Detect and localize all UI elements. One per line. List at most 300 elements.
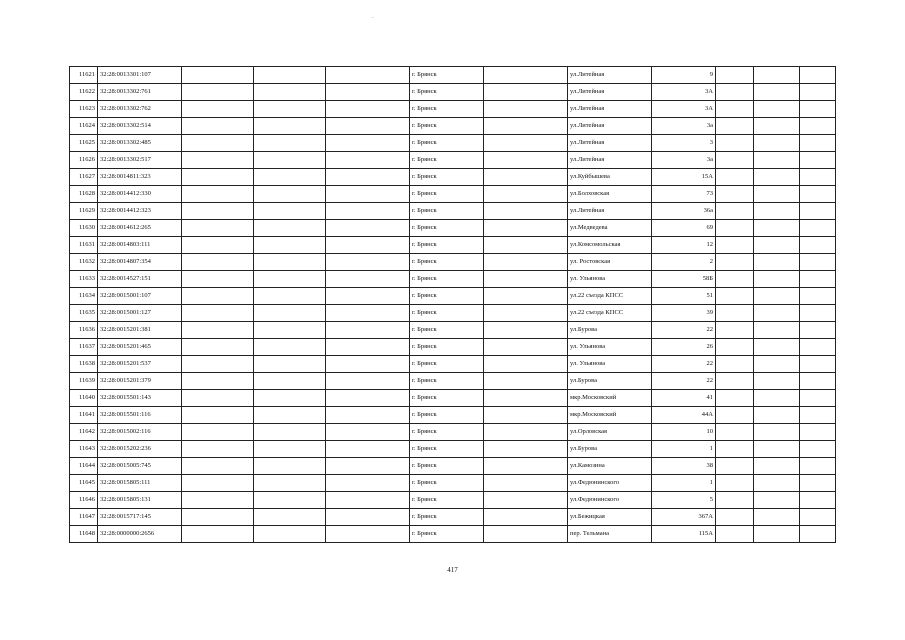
table-row: [70, 492, 836, 509]
empty-cell: [754, 203, 800, 220]
house-number: 22: [652, 322, 716, 339]
street-cell: ул.Литейная: [568, 203, 652, 220]
registry-table: [69, 66, 836, 543]
street-cell: ул.Камозина: [568, 458, 652, 475]
empty-cell: [182, 67, 254, 84]
row-number: 11625: [70, 135, 98, 152]
empty-cell: [326, 356, 410, 373]
empty-cell: [484, 458, 568, 475]
empty-cell: [484, 390, 568, 407]
row-number: 11629: [70, 203, 98, 220]
empty-cell: [326, 67, 410, 84]
empty-cell: [754, 475, 800, 492]
empty-cell: [484, 186, 568, 203]
house-number: 3: [652, 135, 716, 152]
street-cell: ул.Бурова: [568, 441, 652, 458]
empty-cell: [254, 203, 326, 220]
table-row: [70, 305, 836, 322]
empty-cell: [254, 373, 326, 390]
cadastral-number: 32:28:0015805:111: [98, 475, 182, 492]
empty-cell: [484, 492, 568, 509]
empty-cell: [254, 186, 326, 203]
house-number: 58Б: [652, 271, 716, 288]
cadastral-number: 32:28:0015201:537: [98, 356, 182, 373]
street-cell: мкр.Московский: [568, 390, 652, 407]
empty-cell: [326, 84, 410, 101]
empty-cell: [754, 84, 800, 101]
table-row: [70, 339, 836, 356]
empty-cell: [254, 152, 326, 169]
empty-cell: [182, 288, 254, 305]
empty-cell: [326, 390, 410, 407]
empty-cell: [484, 118, 568, 135]
street-cell: ул.22 съезда КПСС: [568, 305, 652, 322]
empty-cell: [484, 305, 568, 322]
table-row: [70, 203, 836, 220]
cadastral-number: 32:28:0014412:330: [98, 186, 182, 203]
cadastral-number: 32:28:0013302:761: [98, 84, 182, 101]
city-cell: г. Брянск: [410, 220, 484, 237]
empty-cell: [800, 305, 836, 322]
cadastral-number: 32:28:0000000:2656: [98, 526, 182, 543]
empty-cell: [800, 441, 836, 458]
empty-cell: [754, 356, 800, 373]
empty-cell: [800, 424, 836, 441]
house-number: 115А: [652, 526, 716, 543]
city-cell: г. Брянск: [410, 305, 484, 322]
street-cell: ул. Ульянова: [568, 356, 652, 373]
empty-cell: [716, 237, 754, 254]
street-cell: ул.Литейная: [568, 101, 652, 118]
cadastral-number: 32:28:0013302:514: [98, 118, 182, 135]
empty-cell: [326, 458, 410, 475]
street-cell: ул.Бурова: [568, 322, 652, 339]
city-cell: г. Брянск: [410, 509, 484, 526]
empty-cell: [326, 186, 410, 203]
city-cell: г. Брянск: [410, 237, 484, 254]
empty-cell: [326, 424, 410, 441]
empty-cell: [484, 509, 568, 526]
city-cell: г. Брянск: [410, 526, 484, 543]
row-number: 11633: [70, 271, 98, 288]
empty-cell: [326, 220, 410, 237]
row-number: 11644: [70, 458, 98, 475]
cadastral-number: 32:28:0015001:127: [98, 305, 182, 322]
empty-cell: [182, 526, 254, 543]
empty-cell: [484, 220, 568, 237]
empty-cell: [254, 407, 326, 424]
house-number: 1: [652, 475, 716, 492]
empty-cell: [326, 322, 410, 339]
empty-cell: [716, 101, 754, 118]
street-cell: ул.Куйбышева: [568, 169, 652, 186]
empty-cell: [182, 356, 254, 373]
street-cell: ул.Федюнинского: [568, 475, 652, 492]
row-number: 11637: [70, 339, 98, 356]
empty-cell: [326, 526, 410, 543]
cadastral-number: 32:28:0015201:381: [98, 322, 182, 339]
empty-cell: [182, 101, 254, 118]
street-cell: ул.Бежицкая: [568, 509, 652, 526]
table-row: [70, 356, 836, 373]
house-number: 36а: [652, 203, 716, 220]
empty-cell: [716, 424, 754, 441]
empty-cell: [326, 475, 410, 492]
row-number: 11630: [70, 220, 98, 237]
house-number: 22: [652, 373, 716, 390]
empty-cell: [326, 339, 410, 356]
empty-cell: [182, 322, 254, 339]
empty-cell: [716, 526, 754, 543]
empty-cell: [484, 152, 568, 169]
empty-cell: [254, 441, 326, 458]
empty-cell: [254, 118, 326, 135]
empty-cell: [254, 237, 326, 254]
empty-cell: [484, 135, 568, 152]
empty-cell: [754, 305, 800, 322]
house-number: 3А: [652, 84, 716, 101]
house-number: 3а: [652, 152, 716, 169]
house-number: 9: [652, 67, 716, 84]
row-number: 11636: [70, 322, 98, 339]
empty-cell: [754, 288, 800, 305]
empty-cell: [326, 288, 410, 305]
empty-cell: [484, 288, 568, 305]
cadastral-number: 32:28:0015202:236: [98, 441, 182, 458]
empty-cell: [754, 390, 800, 407]
empty-cell: [716, 152, 754, 169]
table-row: [70, 441, 836, 458]
empty-cell: [800, 186, 836, 203]
empty-cell: [326, 305, 410, 322]
row-number: 11627: [70, 169, 98, 186]
empty-cell: [254, 509, 326, 526]
empty-cell: [754, 458, 800, 475]
empty-cell: [484, 237, 568, 254]
row-number: 11624: [70, 118, 98, 135]
row-number: 11639: [70, 373, 98, 390]
empty-cell: [754, 526, 800, 543]
empty-cell: [716, 118, 754, 135]
empty-cell: [326, 152, 410, 169]
table-row: [70, 237, 836, 254]
table-row: [70, 84, 836, 101]
house-number: 10: [652, 424, 716, 441]
empty-cell: [800, 373, 836, 390]
empty-cell: [254, 458, 326, 475]
empty-cell: [484, 475, 568, 492]
city-cell: г. Брянск: [410, 67, 484, 84]
house-number: 1: [652, 441, 716, 458]
house-number: 2: [652, 254, 716, 271]
empty-cell: [326, 373, 410, 390]
city-cell: г. Брянск: [410, 390, 484, 407]
empty-cell: [484, 322, 568, 339]
empty-cell: [716, 271, 754, 288]
table-row: [70, 271, 836, 288]
cadastral-number: 32:28:0014527:151: [98, 271, 182, 288]
cadastral-number: 32:28:0015201:465: [98, 339, 182, 356]
empty-cell: [254, 390, 326, 407]
cadastral-number: 32:28:0013302:517: [98, 152, 182, 169]
house-number: 367А: [652, 509, 716, 526]
street-cell: ул. Ростовская: [568, 254, 652, 271]
empty-cell: [254, 492, 326, 509]
empty-cell: [182, 220, 254, 237]
street-cell: пер. Тельмана: [568, 526, 652, 543]
city-cell: г. Брянск: [410, 101, 484, 118]
table-row: [70, 169, 836, 186]
empty-cell: [182, 152, 254, 169]
empty-cell: [182, 475, 254, 492]
empty-cell: [800, 67, 836, 84]
empty-cell: [182, 305, 254, 322]
house-number: 44А: [652, 407, 716, 424]
empty-cell: [800, 390, 836, 407]
row-number: 11634: [70, 288, 98, 305]
empty-cell: [754, 492, 800, 509]
empty-cell: [254, 475, 326, 492]
house-number: 15А: [652, 169, 716, 186]
empty-cell: [182, 339, 254, 356]
empty-cell: [182, 169, 254, 186]
empty-cell: [800, 254, 836, 271]
empty-cell: [254, 288, 326, 305]
row-number: 11638: [70, 356, 98, 373]
house-number: 41: [652, 390, 716, 407]
empty-cell: [800, 492, 836, 509]
empty-cell: [754, 407, 800, 424]
table-row: [70, 526, 836, 543]
empty-cell: [716, 356, 754, 373]
street-cell: ул.Медведева: [568, 220, 652, 237]
city-cell: г. Брянск: [410, 118, 484, 135]
empty-cell: [484, 526, 568, 543]
table-row: [70, 458, 836, 475]
empty-cell: [182, 390, 254, 407]
house-number: 39: [652, 305, 716, 322]
table-row: [70, 152, 836, 169]
cadastral-number: 32:28:0013302:762: [98, 101, 182, 118]
empty-cell: [254, 67, 326, 84]
empty-cell: [484, 254, 568, 271]
street-cell: ул.Болховская: [568, 186, 652, 203]
row-number: 11628: [70, 186, 98, 203]
city-cell: г. Брянск: [410, 492, 484, 509]
table-row: [70, 475, 836, 492]
empty-cell: [254, 220, 326, 237]
empty-cell: [754, 254, 800, 271]
empty-cell: [484, 356, 568, 373]
house-number: 22: [652, 356, 716, 373]
empty-cell: [254, 322, 326, 339]
empty-cell: [182, 492, 254, 509]
empty-cell: [254, 526, 326, 543]
row-number: 11626: [70, 152, 98, 169]
street-cell: ул. Ульянова: [568, 339, 652, 356]
empty-cell: [800, 288, 836, 305]
row-number: 11645: [70, 475, 98, 492]
table-row: [70, 101, 836, 118]
empty-cell: [254, 84, 326, 101]
empty-cell: [754, 339, 800, 356]
empty-cell: [754, 271, 800, 288]
empty-cell: [182, 135, 254, 152]
empty-cell: [800, 84, 836, 101]
empty-cell: [800, 203, 836, 220]
empty-cell: [484, 84, 568, 101]
city-cell: г. Брянск: [410, 84, 484, 101]
city-cell: г. Брянск: [410, 203, 484, 220]
row-number: 11646: [70, 492, 98, 509]
empty-cell: [716, 186, 754, 203]
empty-cell: [484, 67, 568, 84]
empty-cell: [484, 169, 568, 186]
empty-cell: [754, 101, 800, 118]
empty-cell: [254, 101, 326, 118]
table-row: [70, 390, 836, 407]
city-cell: г. Брянск: [410, 475, 484, 492]
empty-cell: [754, 186, 800, 203]
table-row: [70, 509, 836, 526]
row-number: 11632: [70, 254, 98, 271]
row-number: 11622: [70, 84, 98, 101]
empty-cell: [800, 407, 836, 424]
table-row: [70, 424, 836, 441]
empty-cell: [716, 220, 754, 237]
table-row: [70, 67, 836, 84]
table-row: [70, 135, 836, 152]
cadastral-number: 32:28:0015717:145: [98, 509, 182, 526]
cadastral-number: 32:28:0013302:485: [98, 135, 182, 152]
empty-cell: [716, 322, 754, 339]
empty-cell: [716, 475, 754, 492]
empty-cell: [754, 509, 800, 526]
empty-cell: [754, 322, 800, 339]
empty-cell: [800, 169, 836, 186]
empty-cell: [716, 458, 754, 475]
row-number: 11621: [70, 67, 98, 84]
empty-cell: [716, 407, 754, 424]
cadastral-number: 32:28:0015005:745: [98, 458, 182, 475]
empty-cell: [716, 305, 754, 322]
empty-cell: [254, 424, 326, 441]
row-number: 11642: [70, 424, 98, 441]
city-cell: г. Брянск: [410, 373, 484, 390]
city-cell: г. Брянск: [410, 135, 484, 152]
table-row: [70, 118, 836, 135]
house-number: 3А: [652, 101, 716, 118]
empty-cell: [800, 356, 836, 373]
empty-cell: [326, 509, 410, 526]
empty-cell: [800, 220, 836, 237]
empty-cell: [326, 135, 410, 152]
row-number: 11635: [70, 305, 98, 322]
empty-cell: [326, 169, 410, 186]
city-cell: г. Брянск: [410, 169, 484, 186]
cadastral-number: 32:28:0014803:111: [98, 237, 182, 254]
empty-cell: [182, 407, 254, 424]
house-number: 51: [652, 288, 716, 305]
cadastral-number: 32:28:0014612:265: [98, 220, 182, 237]
city-cell: г. Брянск: [410, 186, 484, 203]
empty-cell: [754, 67, 800, 84]
empty-cell: [716, 509, 754, 526]
empty-cell: [800, 526, 836, 543]
house-number: 5: [652, 492, 716, 509]
city-cell: г. Брянск: [410, 424, 484, 441]
empty-cell: [754, 135, 800, 152]
house-number: 73: [652, 186, 716, 203]
empty-cell: [326, 407, 410, 424]
city-cell: г. Брянск: [410, 271, 484, 288]
house-number: 12: [652, 237, 716, 254]
row-number: 11647: [70, 509, 98, 526]
top-mark: -: [372, 16, 374, 21]
empty-cell: [182, 254, 254, 271]
street-cell: ул.Литейная: [568, 152, 652, 169]
empty-cell: [800, 458, 836, 475]
city-cell: г. Брянск: [410, 288, 484, 305]
empty-cell: [326, 203, 410, 220]
empty-cell: [254, 271, 326, 288]
empty-cell: [754, 169, 800, 186]
cadastral-number: 32:28:0015501:143: [98, 390, 182, 407]
empty-cell: [716, 339, 754, 356]
empty-cell: [254, 254, 326, 271]
table-row: [70, 186, 836, 203]
empty-cell: [800, 339, 836, 356]
cadastral-number: 32:28:0015201:379: [98, 373, 182, 390]
empty-cell: [484, 441, 568, 458]
street-cell: ул.Литейная: [568, 84, 652, 101]
empty-cell: [754, 237, 800, 254]
cadastral-number: 32:28:0014807:354: [98, 254, 182, 271]
empty-cell: [254, 339, 326, 356]
empty-cell: [716, 67, 754, 84]
city-cell: г. Брянск: [410, 441, 484, 458]
empty-cell: [754, 152, 800, 169]
table-row: [70, 220, 836, 237]
empty-cell: [182, 424, 254, 441]
empty-cell: [716, 169, 754, 186]
empty-cell: [800, 509, 836, 526]
empty-cell: [716, 373, 754, 390]
empty-cell: [484, 271, 568, 288]
empty-cell: [800, 135, 836, 152]
cadastral-number: 32:28:0013301:107: [98, 67, 182, 84]
table-row: [70, 407, 836, 424]
empty-cell: [484, 373, 568, 390]
row-number: 11623: [70, 101, 98, 118]
city-cell: г. Брянск: [410, 254, 484, 271]
empty-cell: [754, 424, 800, 441]
empty-cell: [800, 322, 836, 339]
empty-cell: [182, 118, 254, 135]
empty-cell: [326, 492, 410, 509]
page-number: 417: [447, 566, 458, 574]
empty-cell: [182, 441, 254, 458]
empty-cell: [484, 339, 568, 356]
empty-cell: [716, 441, 754, 458]
cadastral-number: 32:28:0014811:323: [98, 169, 182, 186]
empty-cell: [716, 84, 754, 101]
house-number: 38: [652, 458, 716, 475]
empty-cell: [800, 237, 836, 254]
city-cell: г. Брянск: [410, 458, 484, 475]
cadastral-number: 32:28:0015805:131: [98, 492, 182, 509]
empty-cell: [326, 254, 410, 271]
